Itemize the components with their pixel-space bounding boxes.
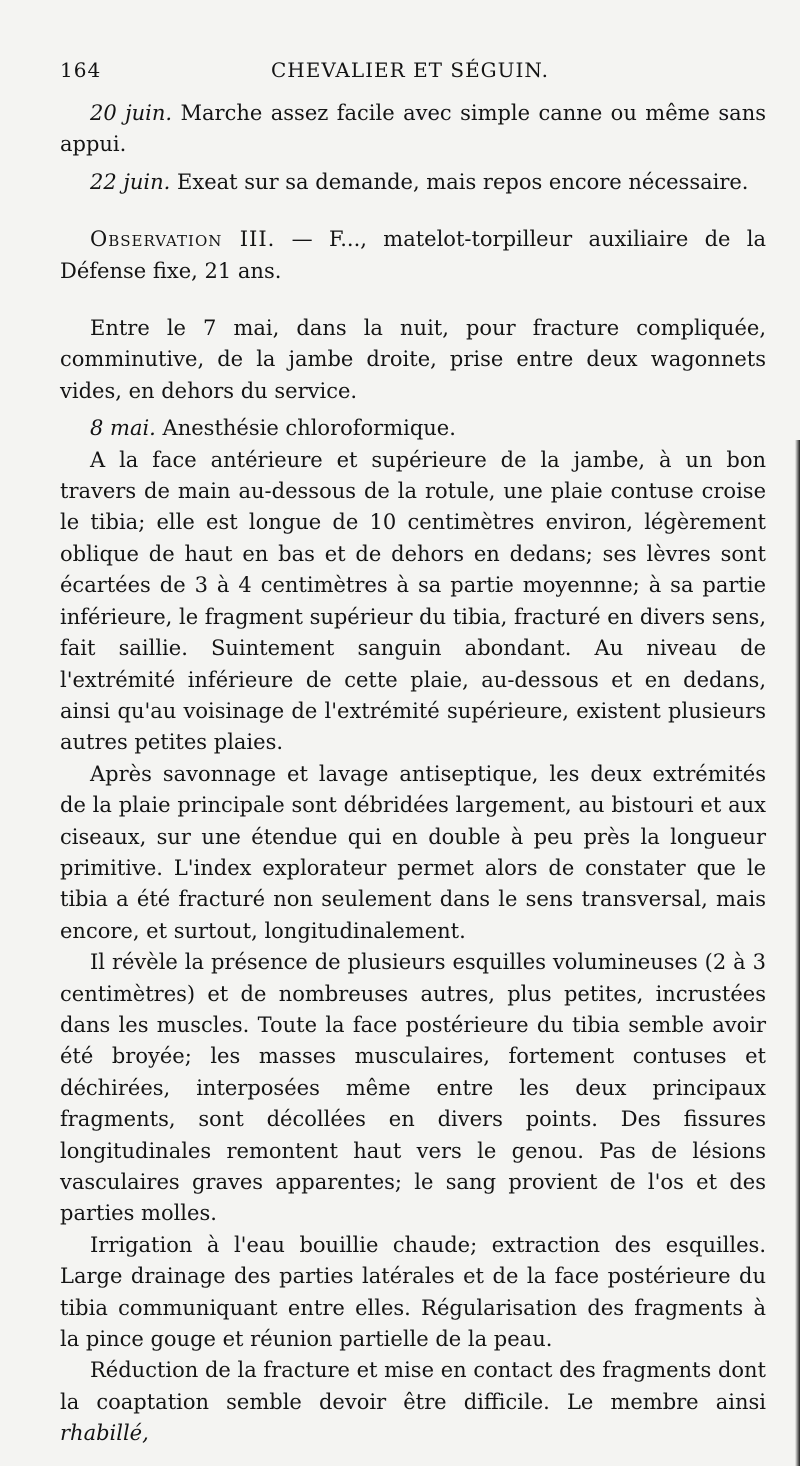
observation-label: Observation III. (90, 227, 276, 252)
entry-text: Exeat sur sa demande, mais repos encore nécessaire. (170, 169, 749, 194)
running-title: CHEVALIER ET SÉGUIN. (271, 58, 549, 82)
entry-date: 8 mai. (90, 416, 156, 441)
diary-entry (60, 167, 766, 198)
page-body (60, 98, 766, 1450)
body-paragraph: Après savonnage et lavage antiseptique, les deux extrémités de la plaie principale sont débridées largement, au bistouri et aux ciseaux, sur une étendue qui en double à peu près la longueur primitive. L'index explorateur permet alors de constater que le tibia a été fracturé non seulement dans le sens transversal, mais encore, et surtout, longitudinalement. (60, 761, 766, 943)
body-paragraph (60, 1355, 766, 1449)
emphasized-word: rhabillé, (60, 1421, 149, 1446)
diary-entry (60, 98, 766, 161)
diary-entry (60, 413, 766, 444)
paragraph-text: Réduction de la fracture et mise en contact des fragments dont la coaptation semble devoir être difficile. Le membre ainsi (60, 1358, 766, 1414)
page-header (60, 58, 760, 88)
entry-text: Marche assez facile avec simple canne ou même sans appui. (60, 101, 766, 157)
body-paragraph: Il révèle la présence de plusieurs esquilles volumineuses (2 à 3 centimètres) et de nombreuses autres, plus petites, incrustées dans les muscles. Toute la face postérieure du tibia semble avoir été broyée; les masses musculaires, fortement contuses et déchirées, interposées même entre les deux principaux fragments, sont décollées en divers points. Des fissures longitudinales remontent haut vers le genou. Pas de lésions vasculaires graves apparentes; le sang provient de l'os et des parties molles. (60, 950, 766, 1226)
observation-heading (60, 224, 766, 287)
entry-text: Anesthésie chloroformique. (155, 416, 456, 441)
entry-date: 20 juin. (90, 101, 173, 125)
intro-paragraph: Entre le 7 mai, dans la nuit, pour fracture compliquée, comminutive, de la jambe droite, prise entre deux wagonnets vides, en dehors du service. (60, 316, 766, 403)
entry-date: 22 juin. (90, 169, 171, 194)
observation-text: — F..., matelot-torpilleur auxiliaire de la Défense fixe, 21 ans. (60, 227, 767, 283)
body-paragraph: Irrigation à l'eau bouillie chaude; extraction des esquilles. Large drainage des parties latérales et de la face postérieure du tibia communiquant entre elles. Régularisation des fragments à la pince gouge et réunion partielle de la peau. (60, 1232, 766, 1352)
page-edge-shadow (795, 440, 800, 1466)
body-paragraph: A la face antérieure et supérieure de la jambe, à un bon travers de main au-dessous de la rotule, une plaie contuse croise le tibia; elle est longue de 10 centimètres environ, légèrement oblique de haut en bas et de dehors en dedans; ses lèvres sont écartées de 3 à 4 centimètres à sa partie moyennne; à sa partie inférieure, le fragment supérieur du tibia, fracturé en divers sens, fait saillie. Suintement sanguin abondant. Au niveau de l'extrémité inférieure de cette plaie, au-dessous et en dedans, ainsi qu'au voisinage de l'extrémité supérieure, existent plusieurs autres petites plaies. (60, 447, 766, 755)
page-number: 164 (60, 58, 102, 82)
